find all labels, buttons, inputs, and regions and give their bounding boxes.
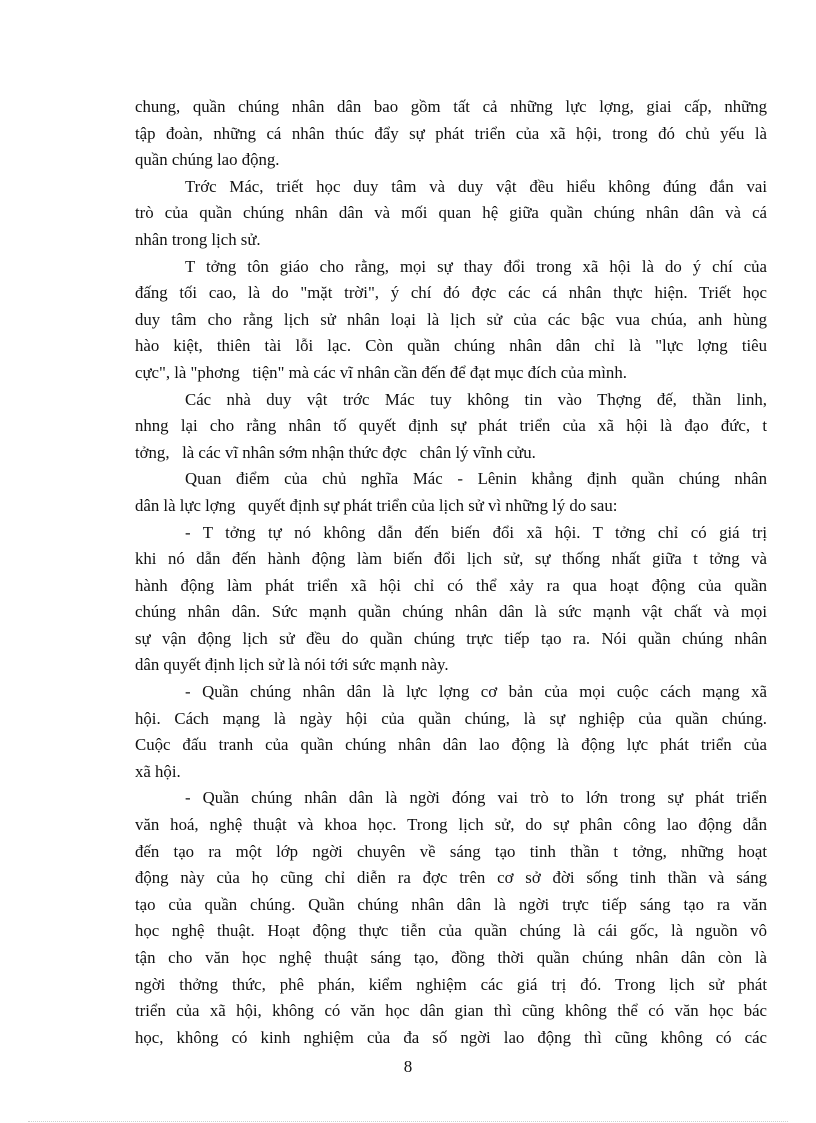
paragraph-first-line: T tởng tôn giáo cho rằng, mọi sự thay đổi trong xã hội là do ý chí của — [185, 256, 767, 276]
text-line: hội. Cách mạng là ngày hội của quần chúng, là sự nghiệp của quần chúng. — [135, 708, 767, 728]
text-line: đến tạo ra một lớp ngời chuyên về sáng tạo tinh thần t tởng, những hoạt — [135, 841, 767, 861]
page-number: 8 — [403, 1057, 413, 1076]
text-line: chung, quần chúng nhân dân bao gồm tất cả những lực lợng, giai cấp, những — [135, 97, 767, 116]
text-line: chúng nhân dân. Sức mạnh quần chúng nhân dân là sức mạnh vật chất và mọi — [135, 602, 767, 622]
paragraph-first-line: - Quần chúng nhân dân là ngời đóng vai trò to lớn trong sự phát triển — [185, 788, 767, 808]
text-line: nhân trong lịch sử. — [135, 229, 261, 249]
text-line: ngời thởng thức, phê phán, kiểm nghiệm các giá trị đó. Trong lịch sử phát — [135, 974, 767, 994]
text-line: triển của xã hội, không có văn học dân gian thì cũng không thể có văn học bác — [135, 1001, 767, 1021]
body-text — [135, 94, 767, 1051]
paragraph-first-line: - Quần chúng nhân dân là lực lợng cơ bản của mọi cuộc cách mạng xã — [185, 682, 767, 702]
text-line: xã hội. — [135, 761, 181, 781]
text-line: tạo của quần chúng. Quần chúng nhân dân là ngời trực tiếp sáng tạo ra văn — [135, 894, 767, 914]
paragraph-first-line: Trớc Mác, triết học duy tâm và duy vật đều hiểu không đúng đắn vai — [185, 176, 767, 196]
text-line: trò của quần chúng nhân dân và mối quan hệ giữa quần chúng nhân dân và cá — [135, 203, 767, 223]
text-line: cực", là "phơng tiện" mà các vĩ nhân cần đến để đạt mục đích của mình. — [135, 362, 627, 382]
page-bottom-divider — [28, 1121, 788, 1122]
paragraph-first-line: Quan điểm của chủ nghĩa Mác - Lênin khẳng định quần chúng nhân — [185, 469, 767, 489]
text-line: tởng, là các vĩ nhân sớm nhận thức đợc chân lý vĩnh cửu. — [135, 442, 536, 462]
text-line: đấng tối cao, là do "mặt trời", ý chí đó đợc các cá nhân thực hiện. Triết học — [135, 283, 767, 303]
paragraph-first-line: Các nhà duy vật trớc Mác tuy không tin vào Thợng đế, thần linh, — [185, 389, 767, 409]
text-line: nhng lại cho rằng nhân tố quyết định sự phát triển của xã hội là đạo đức, t — [135, 416, 767, 436]
text-line: dân quyết định lịch sử là nói tới sức mạnh này. — [135, 655, 449, 675]
text-line: Cuộc đấu tranh của quần chúng nhân dân lao động là động lực phát triển của — [135, 735, 767, 755]
text-line: văn hoá, nghệ thuật và khoa học. Trong lịch sử, do sự phân công lao động dẫn — [135, 815, 767, 835]
text-line: khi nó dẫn đến hành động làm biến đổi lịch sử, sự thống nhất giữa t tởng và — [135, 549, 767, 569]
text-line: học, không có kinh nghiệm của đa số ngời lao động thì cũng không có các — [135, 1027, 767, 1047]
text-line: học nghệ thuật. Hoạt động thực tiễn của quần chúng là cái gốc, là nguồn vô — [135, 921, 767, 941]
text-line: quần chúng lao động. — [135, 150, 280, 170]
text-line: động này của họ cũng chỉ diễn ra đợc trên cơ sở đời sống tinh thần và sáng — [135, 868, 767, 888]
text-line: hành động làm phát triển xã hội chỉ có thể xảy ra qua hoạt động của quần — [135, 575, 767, 595]
text-line: tập đoàn, những cá nhân thúc đẩy sự phát triển của xã hội, trong đó chủ yếu là — [135, 123, 767, 143]
text-line: hào kiệt, thiên tài lỗi lạc. Còn quần chúng nhân dân chỉ là "lực lợng tiêu — [135, 336, 767, 356]
text-line: duy tâm cho rằng lịch sử nhân loại là lịch sử của các bậc vua chúa, anh hùng — [135, 309, 767, 329]
text-line: tận cho văn học nghệ thuật sáng tạo, đồng thời quần chúng nhân dân còn là — [135, 948, 767, 967]
text-line: sự vận động lịch sử đều do quần chúng trực tiếp tạo ra. Nói quần chúng nhân — [135, 628, 767, 648]
paragraph-first-line: - T tởng tự nó không dẫn đến biến đổi xã hội. T tởng chỉ có giá trị — [185, 522, 767, 542]
text-line: dân là lực lợng quyết định sự phát triển của lịch sử vì những lý do sau: — [135, 495, 618, 515]
